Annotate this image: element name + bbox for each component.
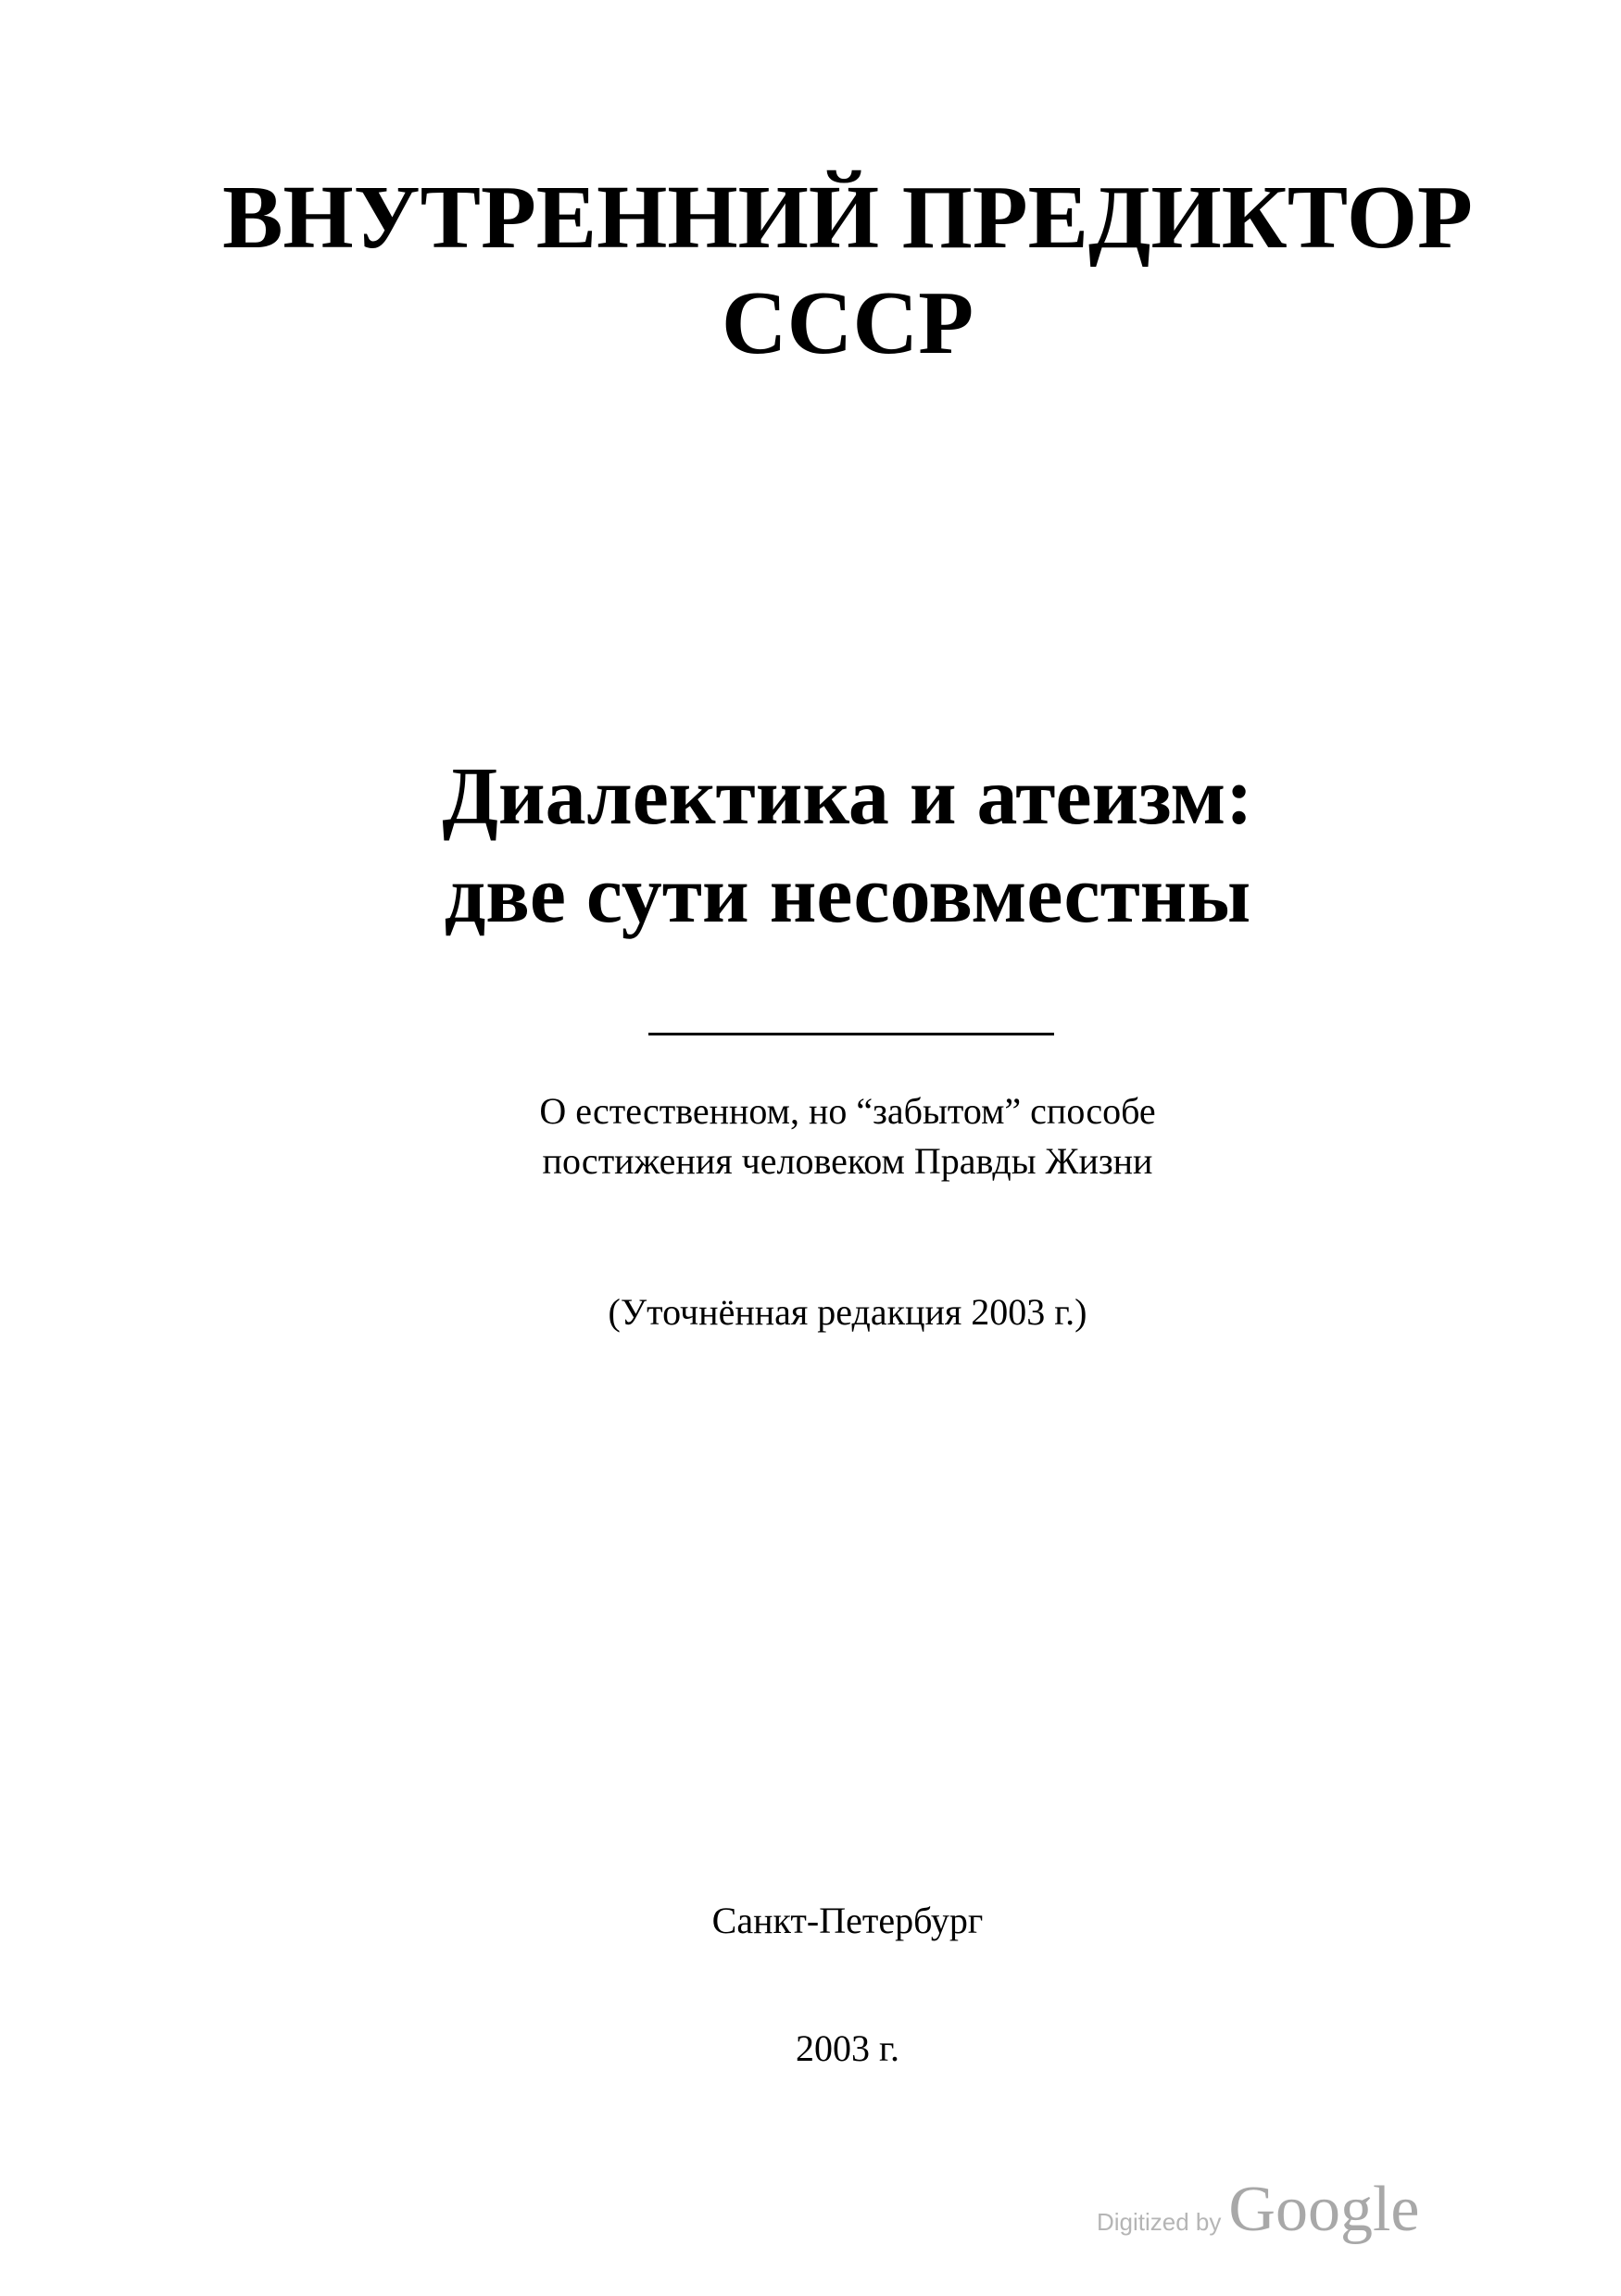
watermark-prefix: Digitized by	[1097, 2208, 1222, 2236]
book-subtitle	[37, 1086, 1621, 1186]
author-heading	[37, 165, 1621, 376]
digitized-watermark	[1097, 2173, 1449, 2247]
title-line-1: Диалектика и атеизм:	[442, 752, 1253, 842]
google-logo: Google	[1228, 2174, 1420, 2245]
subtitle-line-1: О естественном, но “забытом” способе	[539, 1090, 1156, 1132]
book-title	[37, 748, 1621, 945]
author-line-1: ВНУТРЕННИЙ ПРЕДИКТОР	[222, 168, 1473, 268]
edition-note: (Уточнённая редакция 2003 г.)	[608, 1291, 1087, 1333]
subtitle-line-2: постижения человеком Правды Жизни	[542, 1140, 1153, 1182]
title-line-2: две сути несовместны	[444, 850, 1251, 940]
title-divider	[648, 1033, 1054, 1035]
publication-year: 2003 г.	[796, 2027, 899, 2069]
author-line-2: СССР	[721, 273, 974, 373]
publication-place: Санкт-Петербург	[711, 1900, 984, 1941]
